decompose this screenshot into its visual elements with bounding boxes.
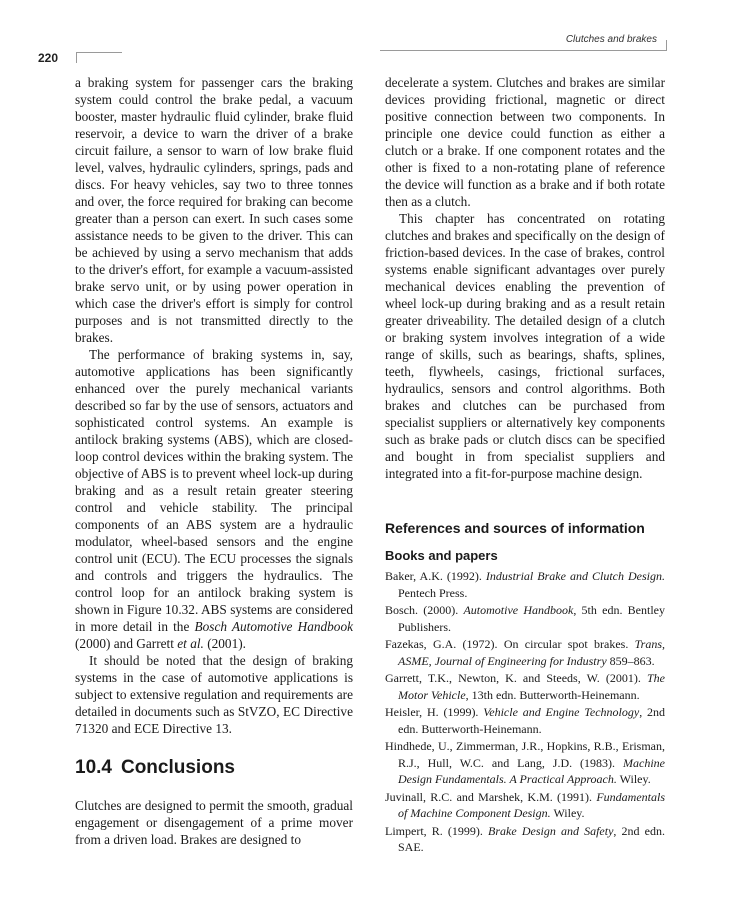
reference-list	[385, 568, 665, 856]
text-run: (2000) and Garrett	[75, 636, 178, 651]
header-tick-left	[76, 52, 77, 63]
section-number: 10.4	[75, 757, 112, 778]
book-title: Bosch Automotive Handbook	[194, 619, 353, 634]
running-head: Clutches and brakes	[565, 34, 657, 45]
right-column	[385, 74, 665, 857]
text-run: (2001).	[203, 636, 246, 651]
header-rule-right	[380, 50, 667, 51]
citation-etal: et al.	[177, 636, 204, 651]
text-run: The performance of braking systems in, say, automotive applications has been significantly enhanced over the purely mechanical variants described so far by the use of sensors, actuators and sophisticated control systems. An example is antilock braking systems (ABS), which are closed-loop control devices within the braking system. The objective of ABS is to prevent wheel lock-up during braking and as a result retain greater steering control and vehicle stability. The principal components of an ABS system are a hydraulic modulator, wheel-based sensors and the engine control unit (ECU). The ECU processes the signals and controls and triggers the hydraulics. The control loop for an antilock braking system is shown in Figure 10.32. ABS systems are considered in more detail in the	[75, 347, 353, 634]
page-number: 220	[38, 51, 59, 65]
references-heading: References and sources of information	[385, 520, 645, 536]
section-heading	[75, 757, 353, 779]
reference-item: Hindhede, U., Zimmerman, J.R., Hopkins, R.B., Erisman, R.J., Hull, W.C. and Lang, J.D. (1983). Machine Design Fundamentals. A Practical Approach. Wiley.	[385, 739, 665, 786]
body-paragraph: It should be noted that the design of braking systems in the case of automotive applications is subject to extensive regulation and requirements are detailed in documents such as StVZO, EC Directive 71320 and ECE Directive 13.	[75, 653, 353, 736]
section-title: Conclusions	[120, 757, 235, 778]
reference-item: Fazekas, G.A. (1972). On circular spot brakes. Trans, ASME, Journal of Engineering for Industry 859–863.	[385, 637, 665, 668]
header-rule-left	[76, 52, 122, 53]
left-column	[75, 74, 353, 848]
body-paragraph: Clutches are designed to permit the smooth, gradual engagement or disengagement of a prime mover from a driven load. Brakes are designed to	[75, 798, 353, 847]
header-tick-right	[666, 40, 667, 51]
body-paragraph: This chapter has concentrated on rotating clutches and brakes and specifically on the design of friction-based devices. In the case of brakes, control systems enable significant advantages over purely mechanical devices enabling the prevention of wheel lock-up during braking and as a result retain greater driveability. The detailed design of a clutch or braking system involves integration of a wide range of skills, such as bearings, shafts, splines, teeth, flywheels, casings, frictional surfaces, hydraulics, sensors and control algorithms. Both brakes and clutches can be purchased from specialist suppliers or alternatively key components such as brake pads or clutch discs can be specified and bought in from specialist suppliers and integrated into a fit-for-purpose machine design.	[385, 211, 665, 481]
reference-item: Bosch. (2000). Automotive Handbook, 5th edn. Bentley Publishers.	[385, 603, 665, 634]
reference-item: Juvinall, R.C. and Marshek, K.M. (1991). Fundamentals of Machine Component Design. Wiley.	[385, 789, 665, 820]
references-subheading: Books and papers	[385, 548, 498, 563]
body-paragraph: decelerate a system. Clutches and brakes are similar devices providing frictional, magnetic or direct positive connection between two components. In principle one device could function as either a clutch or a brake. If one component rotates and the other is fixed to a non-rotating plane of reference the device will function as a brake and if both rotate then as a clutch.	[385, 75, 665, 209]
reference-item: Limpert, R. (1999). Brake Design and Safety, 2nd edn. SAE.	[385, 823, 666, 854]
reference-item: Heisler, H. (1999). Vehicle and Engine Technology, 2nd edn. Butterworth-Heinemann.	[385, 705, 665, 736]
body-paragraph-abs	[75, 346, 353, 652]
body-paragraph: a braking system for passenger cars the braking system could control the brake pedal, a vacuum booster, master hydraulic fluid cylinder, brake fluid reservoir, a device to warn the driver of a brake circuit failure, a sensor to warn of low brake fluid level, valves, hydraulic cylinders, springs, pads and discs. For heavy vehicles, say two to three tonnes and over, the force required for braking can become greater than a person can exert. In such cases some assistance needs to be given to the driver. This can be achieved by using a servo mechanism that adds to the driver's effort, for example a vacuum-assisted brake servo unit, or by using power operation in which case the driver's effort is simply for control purposes and is not transmitted directly to the brakes.	[75, 75, 353, 345]
reference-item: Baker, A.K. (1992). Industrial Brake and Clutch Design. Pentech Press.	[385, 569, 666, 600]
reference-item: Garrett, T.K., Newton, K. and Steeds, W. (2001). The Motor Vehicle, 13th edn. Butterworth-Heinemann.	[385, 671, 665, 702]
